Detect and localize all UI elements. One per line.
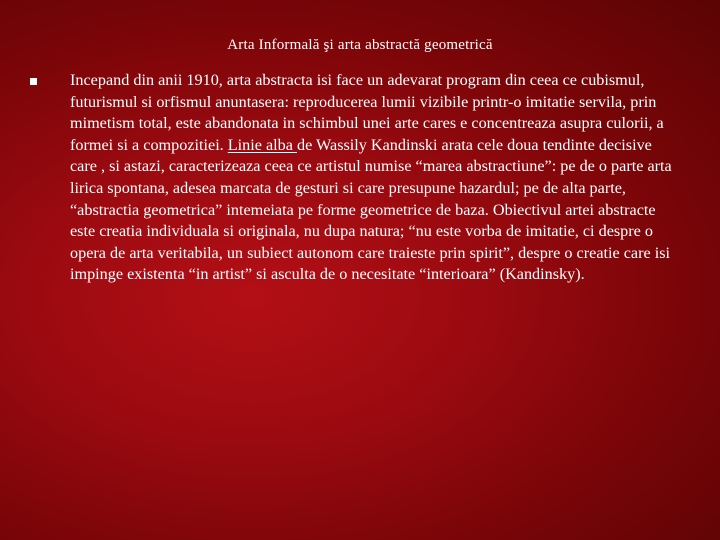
slide-title: Arta Informală şi arta abstractă geometrică xyxy=(227,37,493,53)
paragraph-text-end: de Wassily Kandinski arata cele doua tendinte decisive care , si astazi, caracterizeaza ceea ce artistul numise “marea abstractiune”: pe de o parte arta lirica spontana, adesea marcata de gesturi si care presupune hazardul; pe de alta parte, “abstractia geometrica” intemeiata pe forme geometrice de baza. Obiectivul artei abstracte este creatia individuala si originala, nu dupa natura; “nu este vorba de imitatie, ci despre o opera de arta veritabila, un subiect autonom care traieste prin spirit”, despre o creatie care isi impinge existenta “in artist” si asculta de o necesitate “interioara” (Kandinsky). xyxy=(70,135,672,284)
paragraph-text-start: Incepand din anii 1910, arta abstracta isi face un adevarat program din ceea ce cubismul, futurismul si orfismul anuntasera: reproducerea lumii vizibile printr-o imitatie servila, prin mimetism total, este abandonata in schimbul unei arte cares e concentreaza asupra culorii, a formei si a compozitiei. xyxy=(70,71,664,154)
bullet-square-icon xyxy=(30,78,37,85)
bullet-paragraph xyxy=(70,70,682,286)
artwork-title-linie-alba: Linie alba xyxy=(227,135,297,154)
